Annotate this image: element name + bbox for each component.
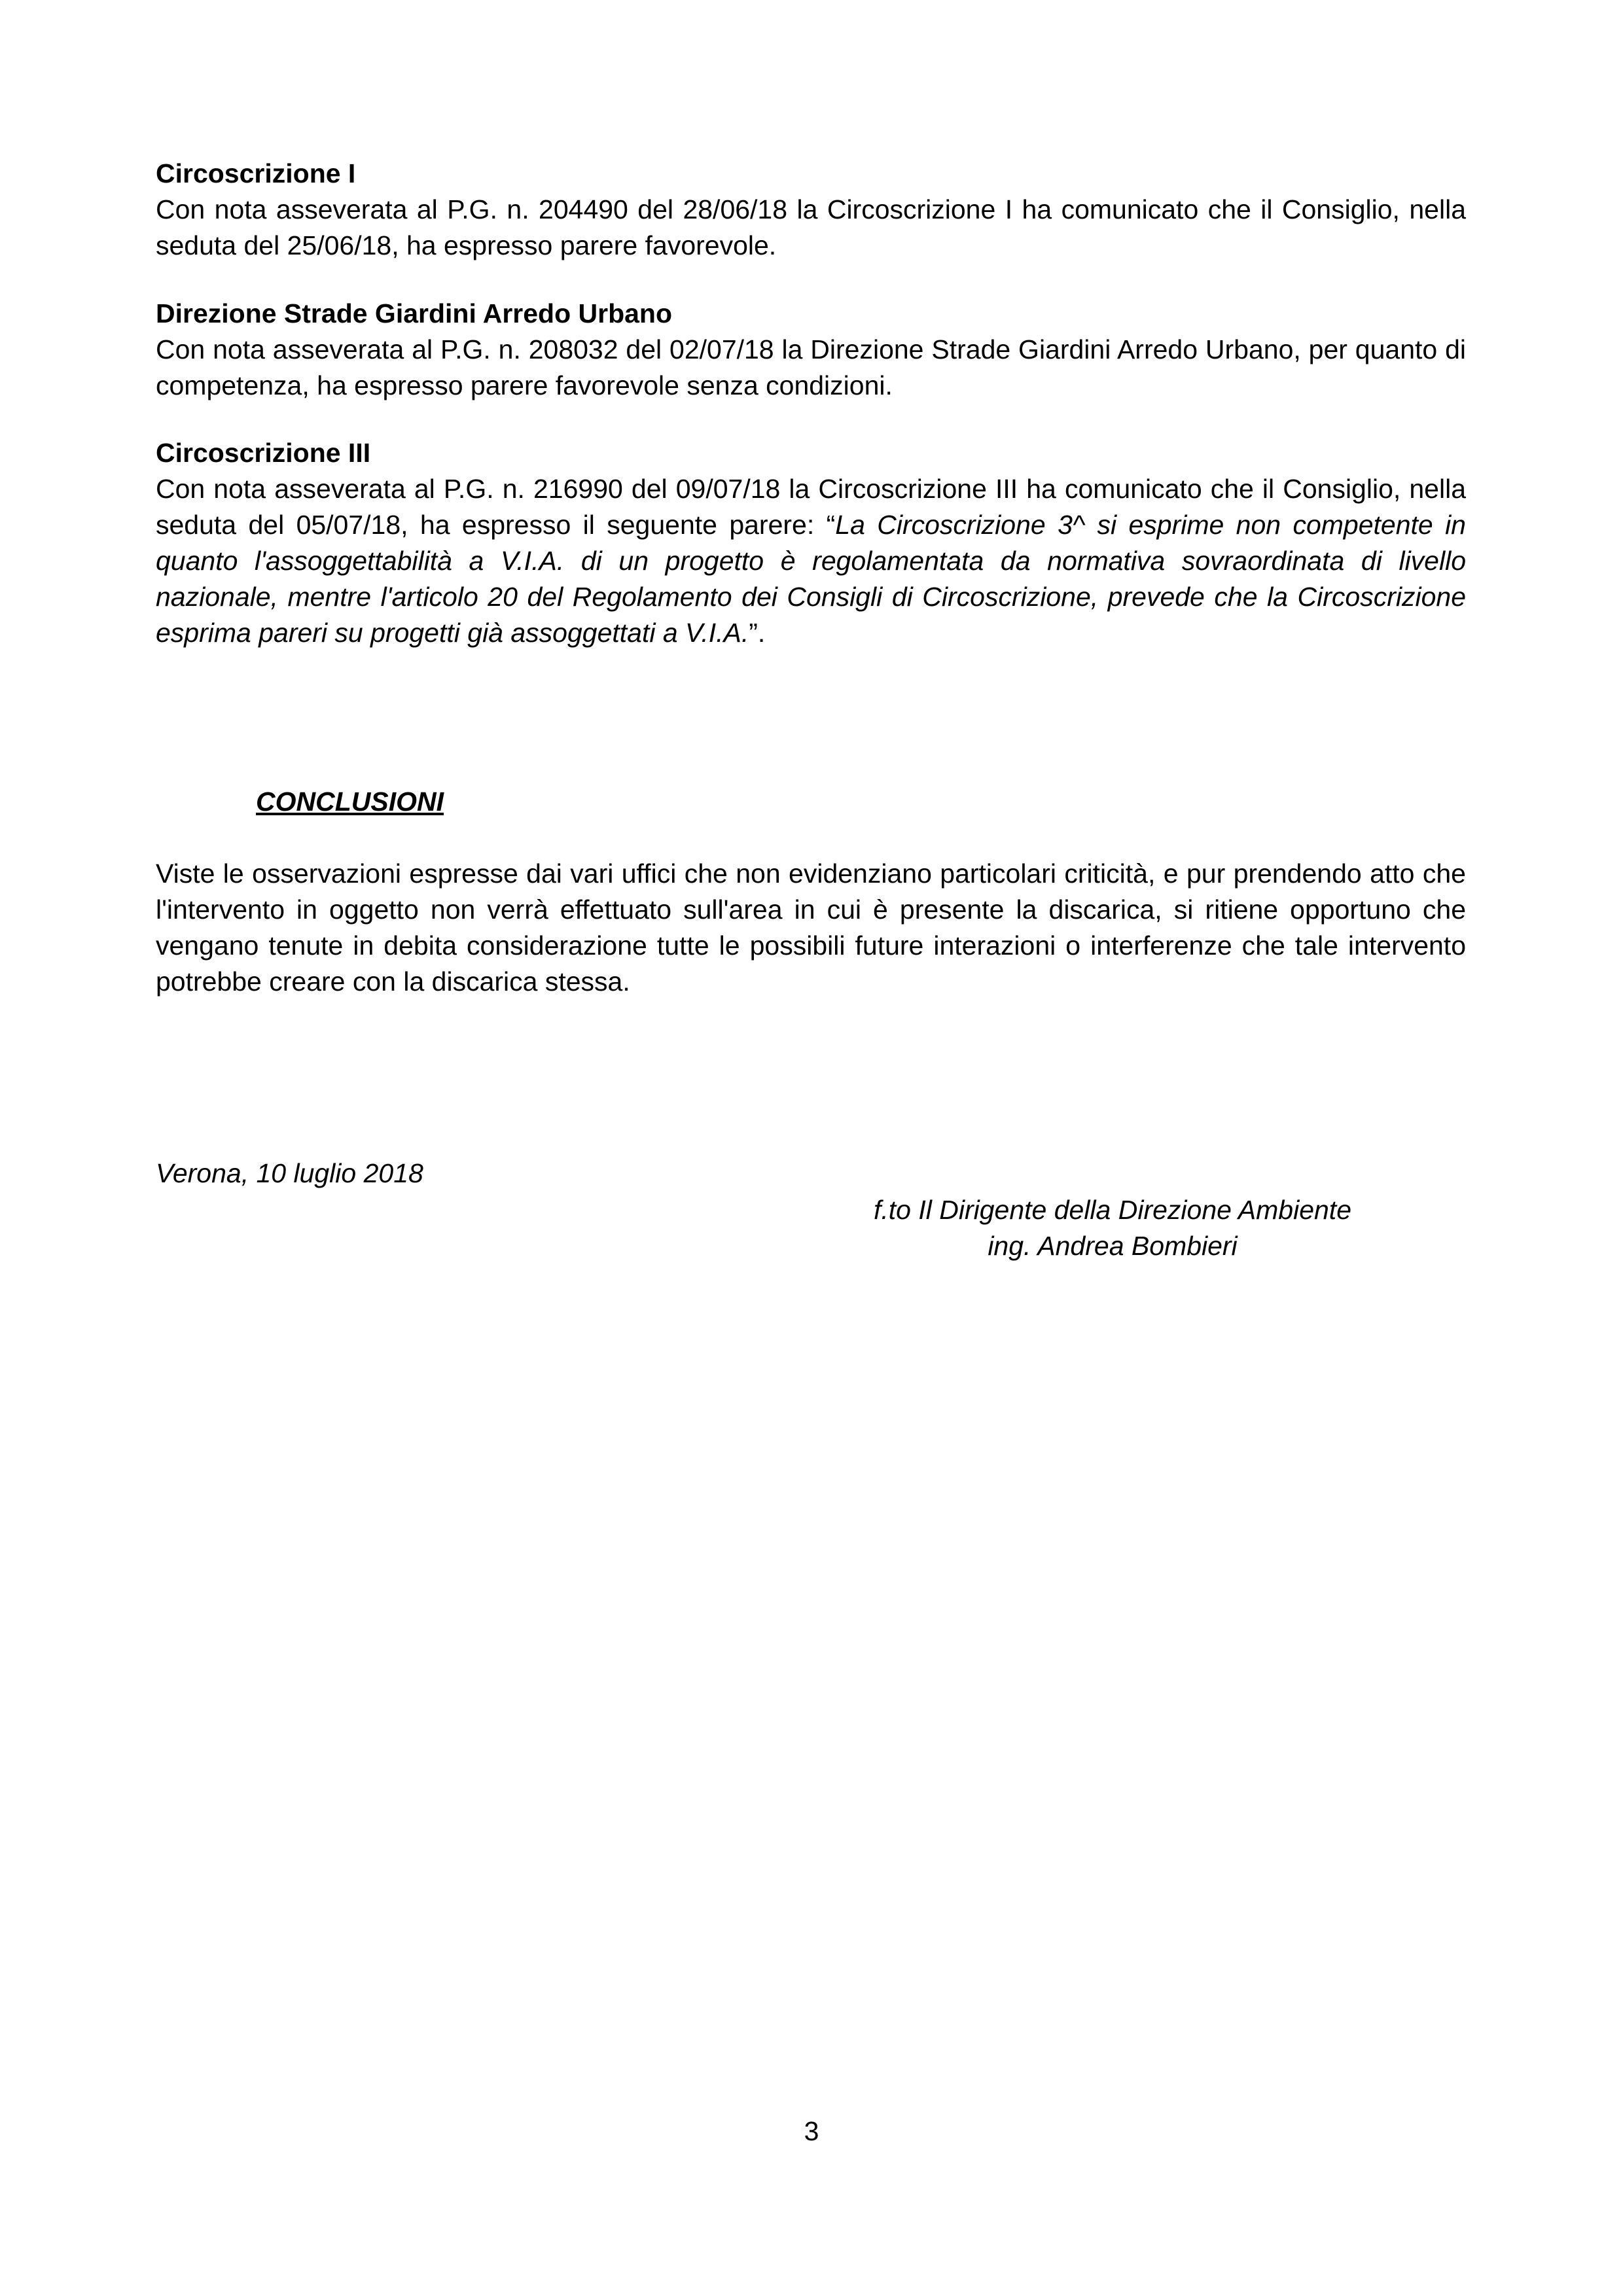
signature-title: f.to Il Dirigente della Direzione Ambiente	[873, 1195, 1351, 1225]
conclusioni-section	[156, 856, 1466, 1000]
section-circoscrizione-iii	[156, 435, 1466, 651]
place-date: Verona, 10 luglio 2018	[156, 1158, 423, 1188]
section-text-end: ”.	[749, 618, 766, 648]
section-heading: Direzione Strade Giardini Arredo Urbano	[156, 298, 673, 328]
section-heading: Circoscrizione III	[156, 438, 371, 468]
page-number: 3	[804, 2116, 819, 2146]
section-text-intro: Con nota asseverata al P.G. n. 216990 del 09/07/18 la Circoscrizione III ha comunicato che il Consiglio, nella seduta del 05/07/18, ha espresso il seguente parere: “	[156, 474, 1466, 540]
section-text-quote: La Circoscrizione 3^ si esprime non competente in quanto l'assoggettabilità a V.I.A. di un progetto è regolamentata da normativa sovraordinata di livello nazionale, mentre l'articolo 20 del Regolamento dei Consigli di Circoscrizione, prevede che la Circoscrizione esprima pareri su progetti già assoggettati a V.I.A.	[156, 510, 1466, 648]
section-text	[156, 471, 1466, 651]
section-heading: Circoscrizione I	[156, 158, 356, 188]
signature-name: ing. Andrea Bombieri	[988, 1231, 1238, 1261]
section-text: Con nota asseverata al P.G. n. 204490 del 28/06/18 la Circoscrizione I ha comunicato che il Consiglio, nella seduta del 25/06/18, ha espresso parere favorevole.	[156, 194, 1466, 260]
section-circoscrizione-i	[156, 156, 1466, 264]
conclusioni-text: Viste le osservazioni espresse dai vari uffici che non evidenziano particolari criticità, e pur prendendo atto che l'intervento in oggetto non verrà effettuato sull'area in cui è presente la discarica, si ritiene opportuno che vengano tenute in debita considerazione tutte le possibili future interazioni o interferenze che tale intervento potrebbe creare con la discarica stessa.	[156, 858, 1466, 997]
section-text: Con nota asseverata al P.G. n. 208032 del 02/07/18 la Direzione Strade Giardini Arredo Urbano, per quanto di competenza, ha espresso parere favorevole senza condizioni.	[156, 334, 1466, 400]
conclusioni-heading: CONCLUSIONI	[256, 786, 444, 817]
signature-block	[785, 1192, 1440, 1264]
section-direzione-strade	[156, 296, 1466, 404]
